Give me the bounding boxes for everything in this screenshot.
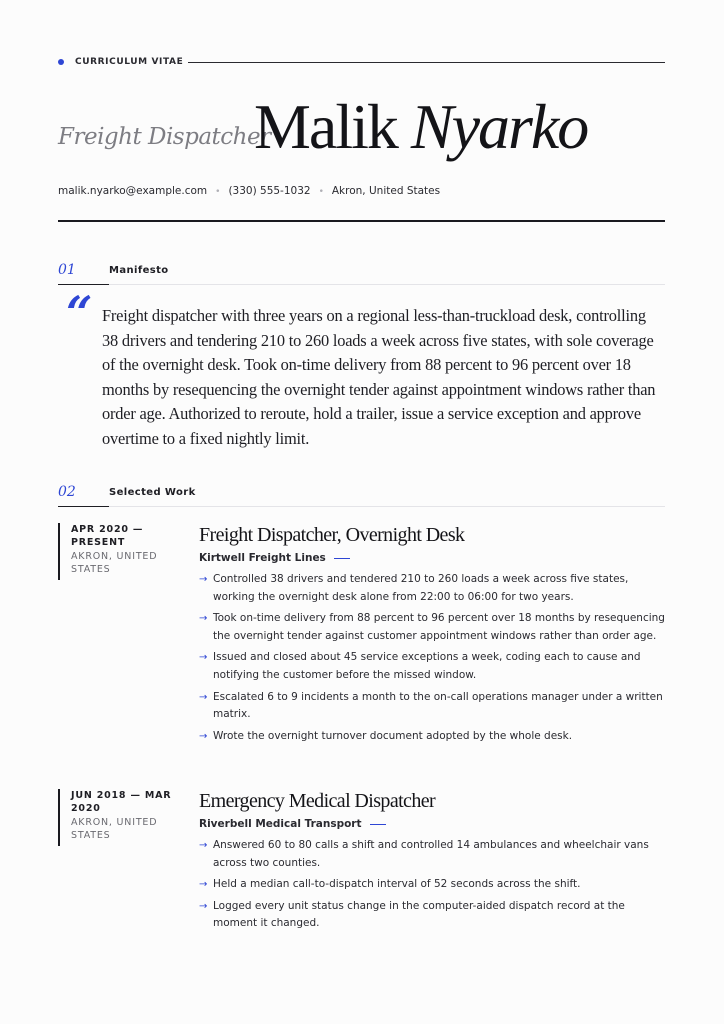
manifesto-text: Freight dispatcher with three years on a regional less-than-truckload desk, controlling 38 drivers and tendering 210 to 260 loads a week across five states, with sole coverage of the overnight desk. Took on-time delivery from 88 percent to 96 percent over 18 months by resequencing the overnight tender against appointment windows rather than order age. Authorized to reroute, hold a trailer, issue a service exception and approve overtime to a fixed nightly limit. [102, 306, 656, 448]
bullet-text: Wrote the overnight turnover document adopted by the whole desk. [213, 729, 573, 742]
job-bullets [199, 837, 665, 933]
section-rule [109, 506, 665, 507]
arrow-right-icon: → [199, 730, 208, 742]
company-dash [370, 824, 386, 825]
dot-icon [58, 59, 64, 65]
bullet-text: Logged every unit status change in the computer-aided dispatch record at the moment it changed. [213, 899, 625, 930]
list-item [199, 898, 665, 934]
list-item [199, 689, 665, 725]
separator-dot: • [215, 187, 221, 197]
section-rule-accent [58, 506, 109, 507]
full-name [254, 90, 587, 164]
arrow-right-icon: → [199, 879, 208, 891]
section-header-manifesto [58, 262, 665, 286]
job-meta [58, 523, 178, 580]
section-number: 01 [58, 262, 76, 278]
job-company [199, 551, 665, 565]
bullet-text: Controlled 38 drivers and tendered 210 to 260 loads a week across five states, working the overnight desk alone from 22:00 to 06:00 for two years. [213, 573, 629, 603]
contact-location: Akron, United States [331, 185, 441, 197]
arrow-right-icon: → [199, 613, 208, 625]
contact-phone[interactable]: (330) 555-1032 [228, 185, 311, 197]
header-rule [58, 220, 665, 222]
section-number: 02 [58, 484, 76, 500]
contact-email[interactable]: malik.nyarko@example.com [58, 185, 208, 197]
bullet-text: Held a median call-to-dispatch interval of 52 seconds across the shift. [213, 878, 581, 891]
list-item [199, 571, 665, 607]
bullet-text: Issued and closed about 45 service exceptions a week, coding each to cause and notifying the customer before the missed window. [213, 651, 641, 682]
list-item [199, 876, 665, 894]
list-item [199, 837, 665, 873]
last-name: Nyarko [410, 91, 588, 162]
section-title: Selected Work [109, 487, 196, 498]
list-item [199, 610, 665, 646]
job-bullets [199, 571, 665, 746]
quote-icon: “ [66, 286, 93, 340]
arrow-right-icon: → [199, 840, 208, 851]
job-company [199, 817, 665, 831]
company-name: Kirtwell Freight Lines [199, 552, 326, 564]
job-title: Freight Dispatcher, Overnight Desk [199, 524, 465, 546]
job-title: Emergency Medical Dispatcher [199, 790, 436, 812]
job-location: AKRON, UNITED STATES [71, 551, 158, 575]
job-date: JUN 2018 — MAR 2020 [71, 790, 172, 814]
job-details [199, 523, 665, 749]
section-title: Manifesto [109, 265, 169, 276]
resume-page [58, 0, 665, 1024]
section-header-work [58, 484, 665, 508]
job-role: Freight Dispatcher [58, 124, 271, 150]
section-rule [109, 284, 665, 285]
contact-line [58, 184, 440, 199]
arrow-right-icon: → [199, 691, 208, 703]
section-rule-accent [58, 284, 109, 285]
list-item [199, 728, 665, 746]
cv-label-row [58, 56, 665, 70]
bullet-text: Answered 60 to 80 calls a shift and controlled 14 ambulances and wheelchair vans across two counties. [213, 839, 649, 869]
bullet-text: Took on-time delivery from 88 percent to 96 percent over 18 months by resequencing the overnight tender against customer appointment windows rather than order age. [213, 612, 665, 642]
header-divider [188, 62, 665, 63]
arrow-right-icon: → [199, 652, 208, 664]
job-location: AKRON, UNITED STATES [71, 817, 158, 841]
bullet-text: Escalated 6 to 9 incidents a month to the on-call operations manager under a written matrix. [213, 690, 663, 721]
arrow-right-icon: → [199, 574, 208, 585]
job-date: APR 2020 — PRESENT [71, 524, 144, 548]
first-name: Malik [254, 91, 397, 162]
company-name: Riverbell Medical Transport [199, 818, 362, 830]
company-dash [334, 558, 350, 559]
list-item [199, 649, 665, 685]
cv-label: CURRICULUM VITAE [75, 57, 184, 67]
job-details [199, 789, 665, 937]
arrow-right-icon: → [199, 900, 208, 912]
job-meta [58, 789, 178, 846]
separator-dot: • [318, 187, 324, 197]
